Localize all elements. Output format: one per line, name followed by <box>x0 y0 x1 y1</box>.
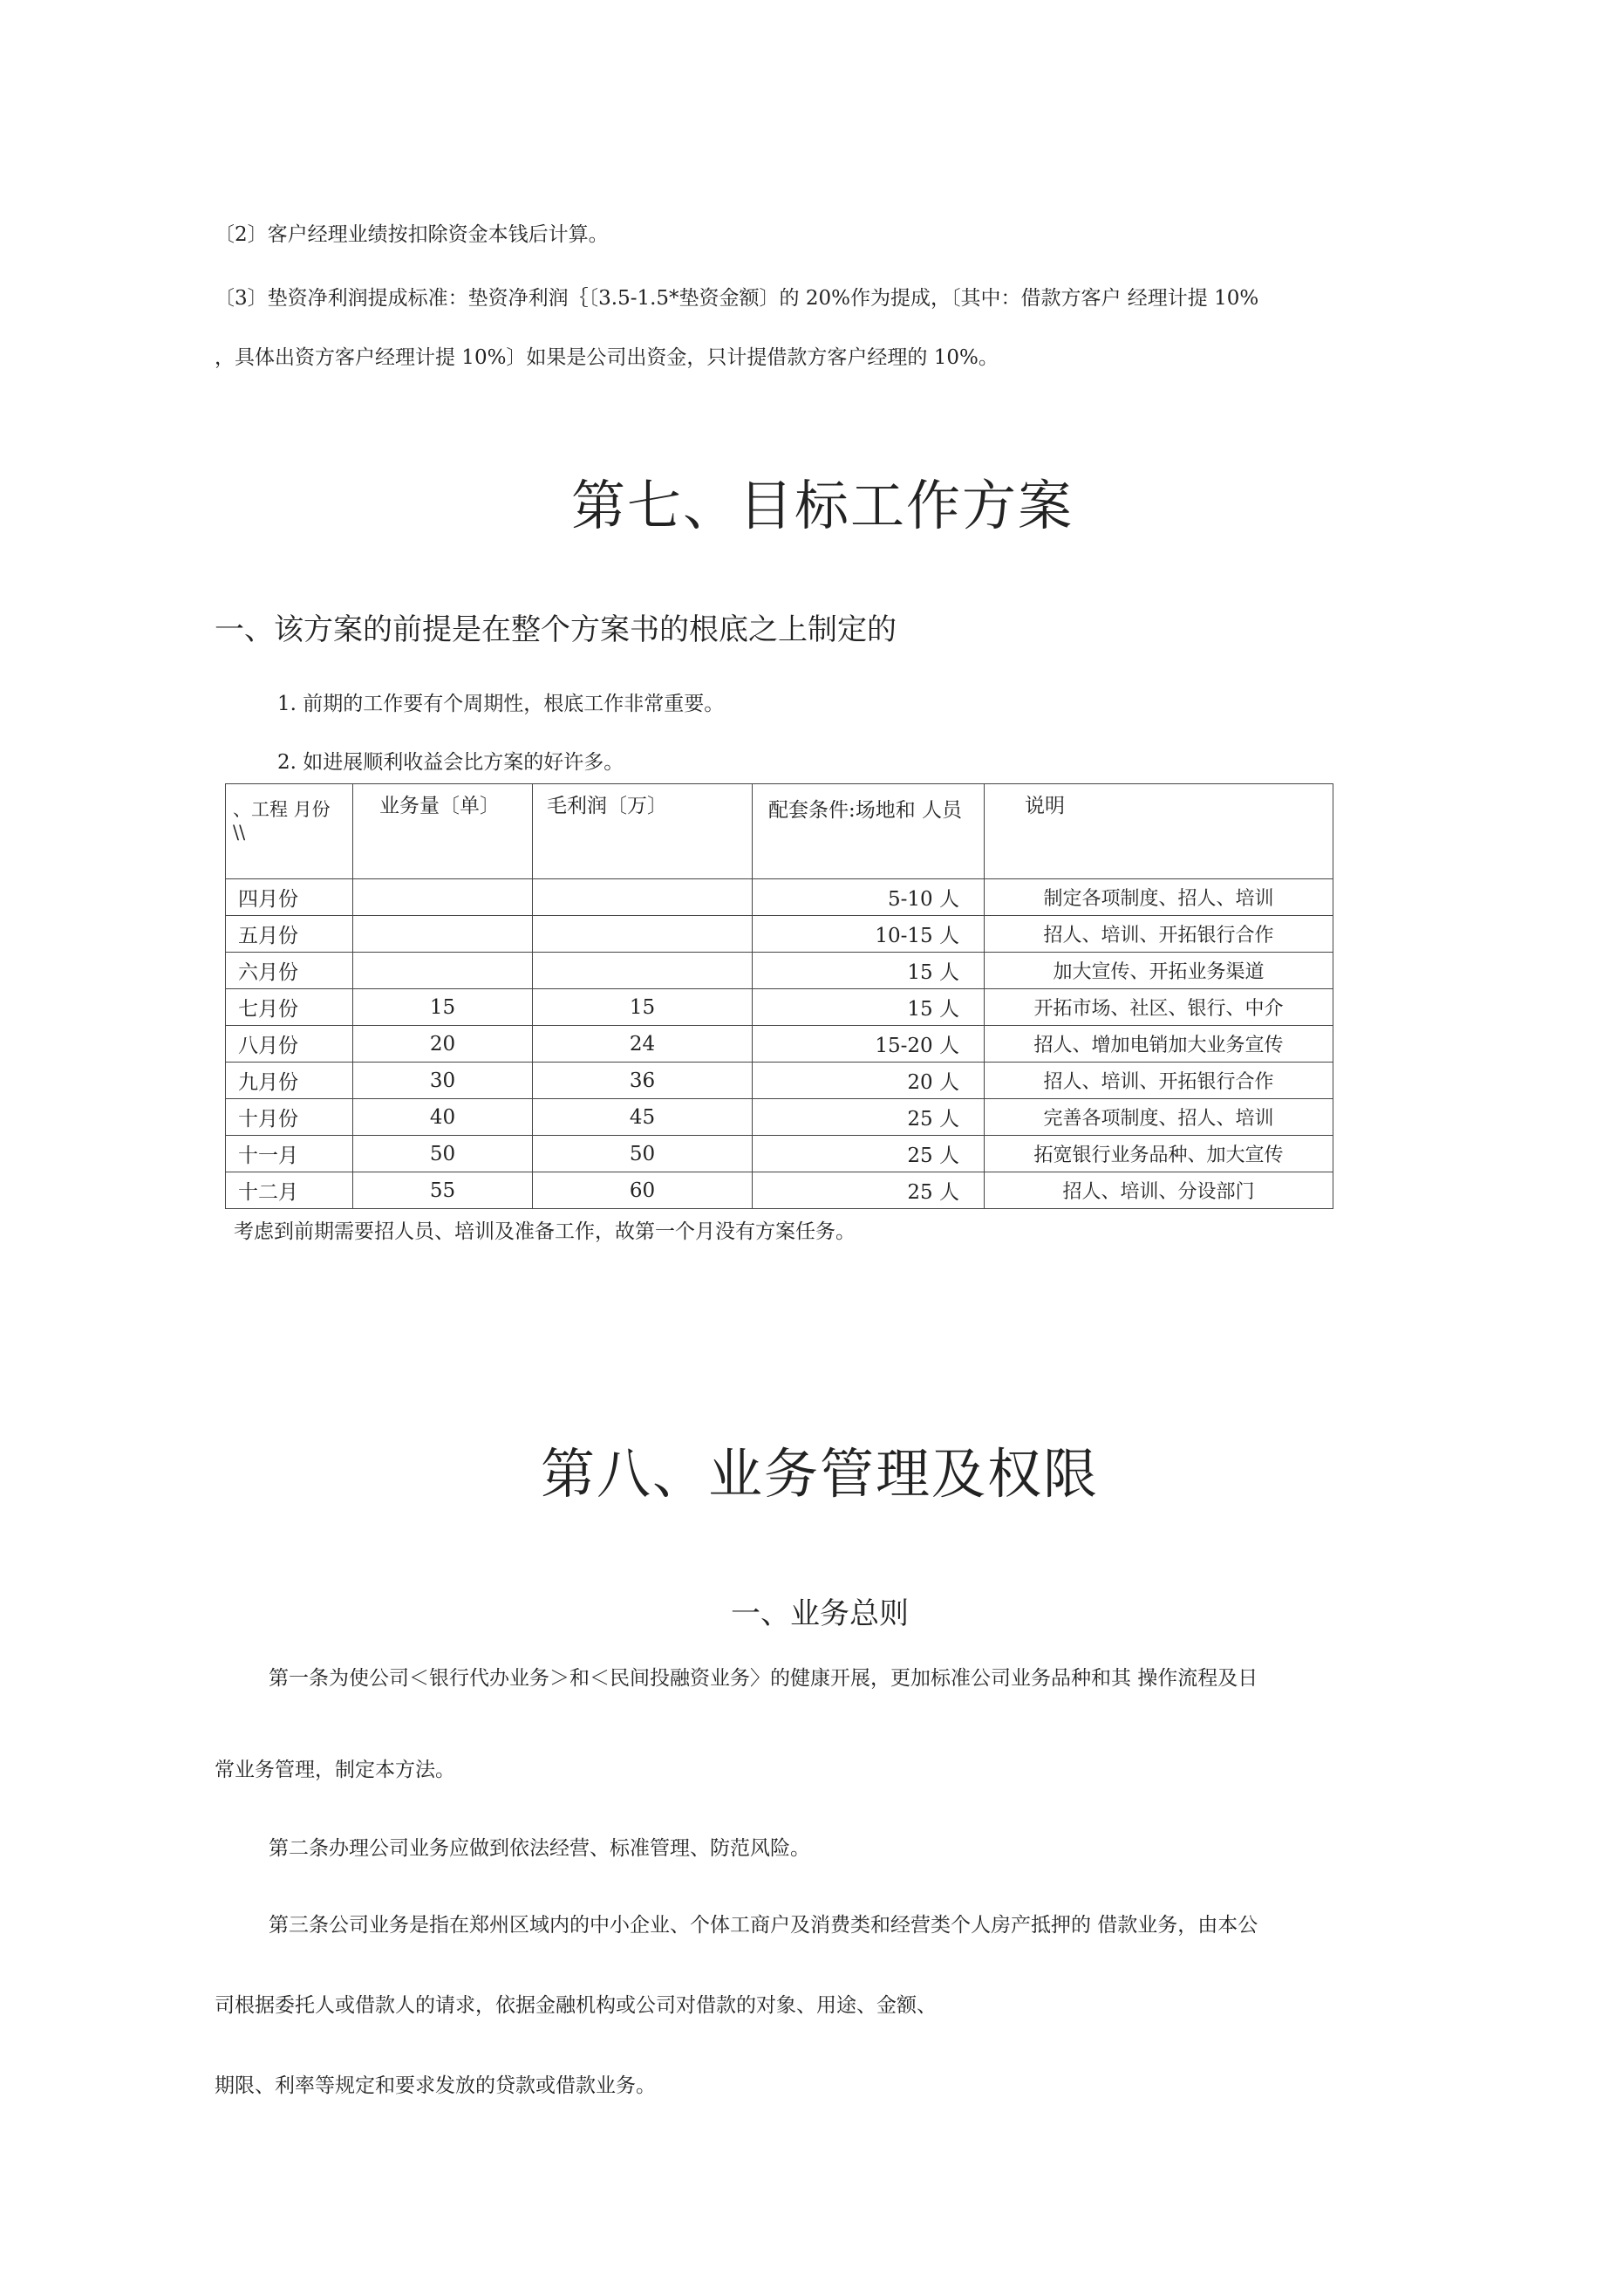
cell-staff: 15 人 <box>753 953 985 989</box>
header-month <box>226 784 353 879</box>
cell-staff: 25 人 <box>753 1099 985 1136</box>
cell-profit: 24 <box>533 1026 753 1063</box>
cell-staff: 10-15 人 <box>753 916 985 953</box>
cell-volume <box>353 953 533 989</box>
cell-month: 八月份 <box>226 1026 353 1063</box>
cell-volume: 40 <box>353 1099 533 1136</box>
header-volume: 业务量〔单〕 <box>353 784 533 879</box>
cell-volume <box>353 916 533 953</box>
table-row <box>226 1099 1333 1136</box>
table-header-row <box>226 784 1333 879</box>
cell-volume: 50 <box>353 1136 533 1172</box>
cell-note: 开拓市场、社区、银行、中介 <box>985 989 1333 1026</box>
cell-profit <box>533 916 753 953</box>
cell-note: 招人、培训、开拓银行合作 <box>985 1063 1333 1099</box>
cell-note: 制定各项制度、招人、培训 <box>985 879 1333 916</box>
section7-subtitle: 一、该方案的前提是在整个方案书的根底之上制定的 <box>215 612 897 647</box>
cell-profit: 45 <box>533 1099 753 1136</box>
header-month-line2: \\ <box>233 822 246 843</box>
header-conditions: 配套条件:场地和 人员 <box>753 784 985 879</box>
intro-line-3: ，具体出资方客户经理计提 10%〕如果是公司出资金，只计提借款方客户经理的 10%。 <box>215 346 999 369</box>
table-note: 考虑到前期需要招人员、培训及准备工作，故第一个月没有方案任务。 <box>234 1220 856 1243</box>
intro-line-1: 〔2〕客户经理业绩按扣除资金本钱后计算。 <box>215 223 609 246</box>
cell-note: 招人、培训、开拓银行合作 <box>985 916 1333 953</box>
cell-staff: 25 人 <box>753 1172 985 1209</box>
cell-profit: 50 <box>533 1136 753 1172</box>
table-row <box>226 953 1333 989</box>
cell-month: 六月份 <box>226 953 353 989</box>
cell-staff: 15-20 人 <box>753 1026 985 1063</box>
cell-month: 十一月 <box>226 1136 353 1172</box>
table-row <box>226 1063 1333 1099</box>
section7-item-2: 2. 如进展顺利收益会比方案的好许多。 <box>277 751 624 774</box>
section8-para3-line2: 司根据委托人或借款人的请求，依据金融机构或公司对借款的对象、用途、金额、 <box>215 1994 937 2017</box>
cell-note: 加大宣传、开拓业务渠道 <box>985 953 1333 989</box>
cell-month: 七月份 <box>226 989 353 1026</box>
cell-month: 五月份 <box>226 916 353 953</box>
table-row <box>226 1172 1333 1209</box>
section8-para3-line1: 第三条公司业务是指在郑州区域内的中小企业、个体工商户及消费类和经营类个人房产抵押的 借款业务，由本公 <box>269 1914 1258 1937</box>
table-row <box>226 989 1333 1026</box>
cell-staff: 15 人 <box>753 989 985 1026</box>
table-row <box>226 1026 1333 1063</box>
section8-para2: 第二条办理公司业务应做到依法经营、标准管理、防范风险。 <box>269 1837 810 1860</box>
cell-staff: 20 人 <box>753 1063 985 1099</box>
section8-subtitle: 一、业务总则 <box>731 1596 909 1631</box>
table-row <box>226 916 1333 953</box>
cell-profit: 36 <box>533 1063 753 1099</box>
section8-para1-line1: 第一条为使公司＜银行代办业务＞和＜民间投融资业务〉的健康开展，更加标准公司业务品种和其 操作流程及日 <box>269 1667 1258 1690</box>
cell-staff: 25 人 <box>753 1136 985 1172</box>
section8-para3-line3: 期限、利率等规定和要求发放的贷款或借款业务。 <box>215 2074 656 2097</box>
cell-month: 十二月 <box>226 1172 353 1209</box>
cell-profit: 15 <box>533 989 753 1026</box>
cell-staff: 5-10 人 <box>753 879 985 916</box>
cell-profit <box>533 953 753 989</box>
cell-month: 九月份 <box>226 1063 353 1099</box>
cell-volume: 55 <box>353 1172 533 1209</box>
cell-note: 招人、增加电销加大业务宣传 <box>985 1026 1333 1063</box>
cell-volume: 30 <box>353 1063 533 1099</box>
target-plan-table <box>225 783 1333 1209</box>
cell-month: 十月份 <box>226 1099 353 1136</box>
intro-line-2: 〔3〕垫资净利润提成标准：垫资净利润｛〔3.5-1.5*垫资金额〕的 20%作为提成，〔其中：借款方客户 经理计提 10% <box>215 287 1259 310</box>
cell-profit <box>533 879 753 916</box>
cell-month: 四月份 <box>226 879 353 916</box>
table-row <box>226 879 1333 916</box>
section8-para1-line2: 常业务管理，制定本方法。 <box>215 1759 455 1781</box>
cell-profit: 60 <box>533 1172 753 1209</box>
cell-note: 招人、培训、分设部门 <box>985 1172 1333 1209</box>
cell-volume <box>353 879 533 916</box>
header-month-line1: 、工程 月份 <box>233 799 331 820</box>
cell-note: 完善各项制度、招人、培训 <box>985 1099 1333 1136</box>
cell-volume: 20 <box>353 1026 533 1063</box>
section7-title: 第七、目标工作方案 <box>571 474 1074 537</box>
header-profit: 毛利润〔万〕 <box>533 784 753 879</box>
header-notes: 说明 <box>985 784 1333 879</box>
table-row <box>226 1136 1333 1172</box>
section7-item-1: 1. 前期的工作要有个周期性，根底工作非常重要。 <box>277 693 725 715</box>
section8-title: 第八、业务管理及权限 <box>541 1442 1100 1506</box>
cell-volume: 15 <box>353 989 533 1026</box>
cell-note: 拓宽银行业务品种、加大宣传 <box>985 1136 1333 1172</box>
